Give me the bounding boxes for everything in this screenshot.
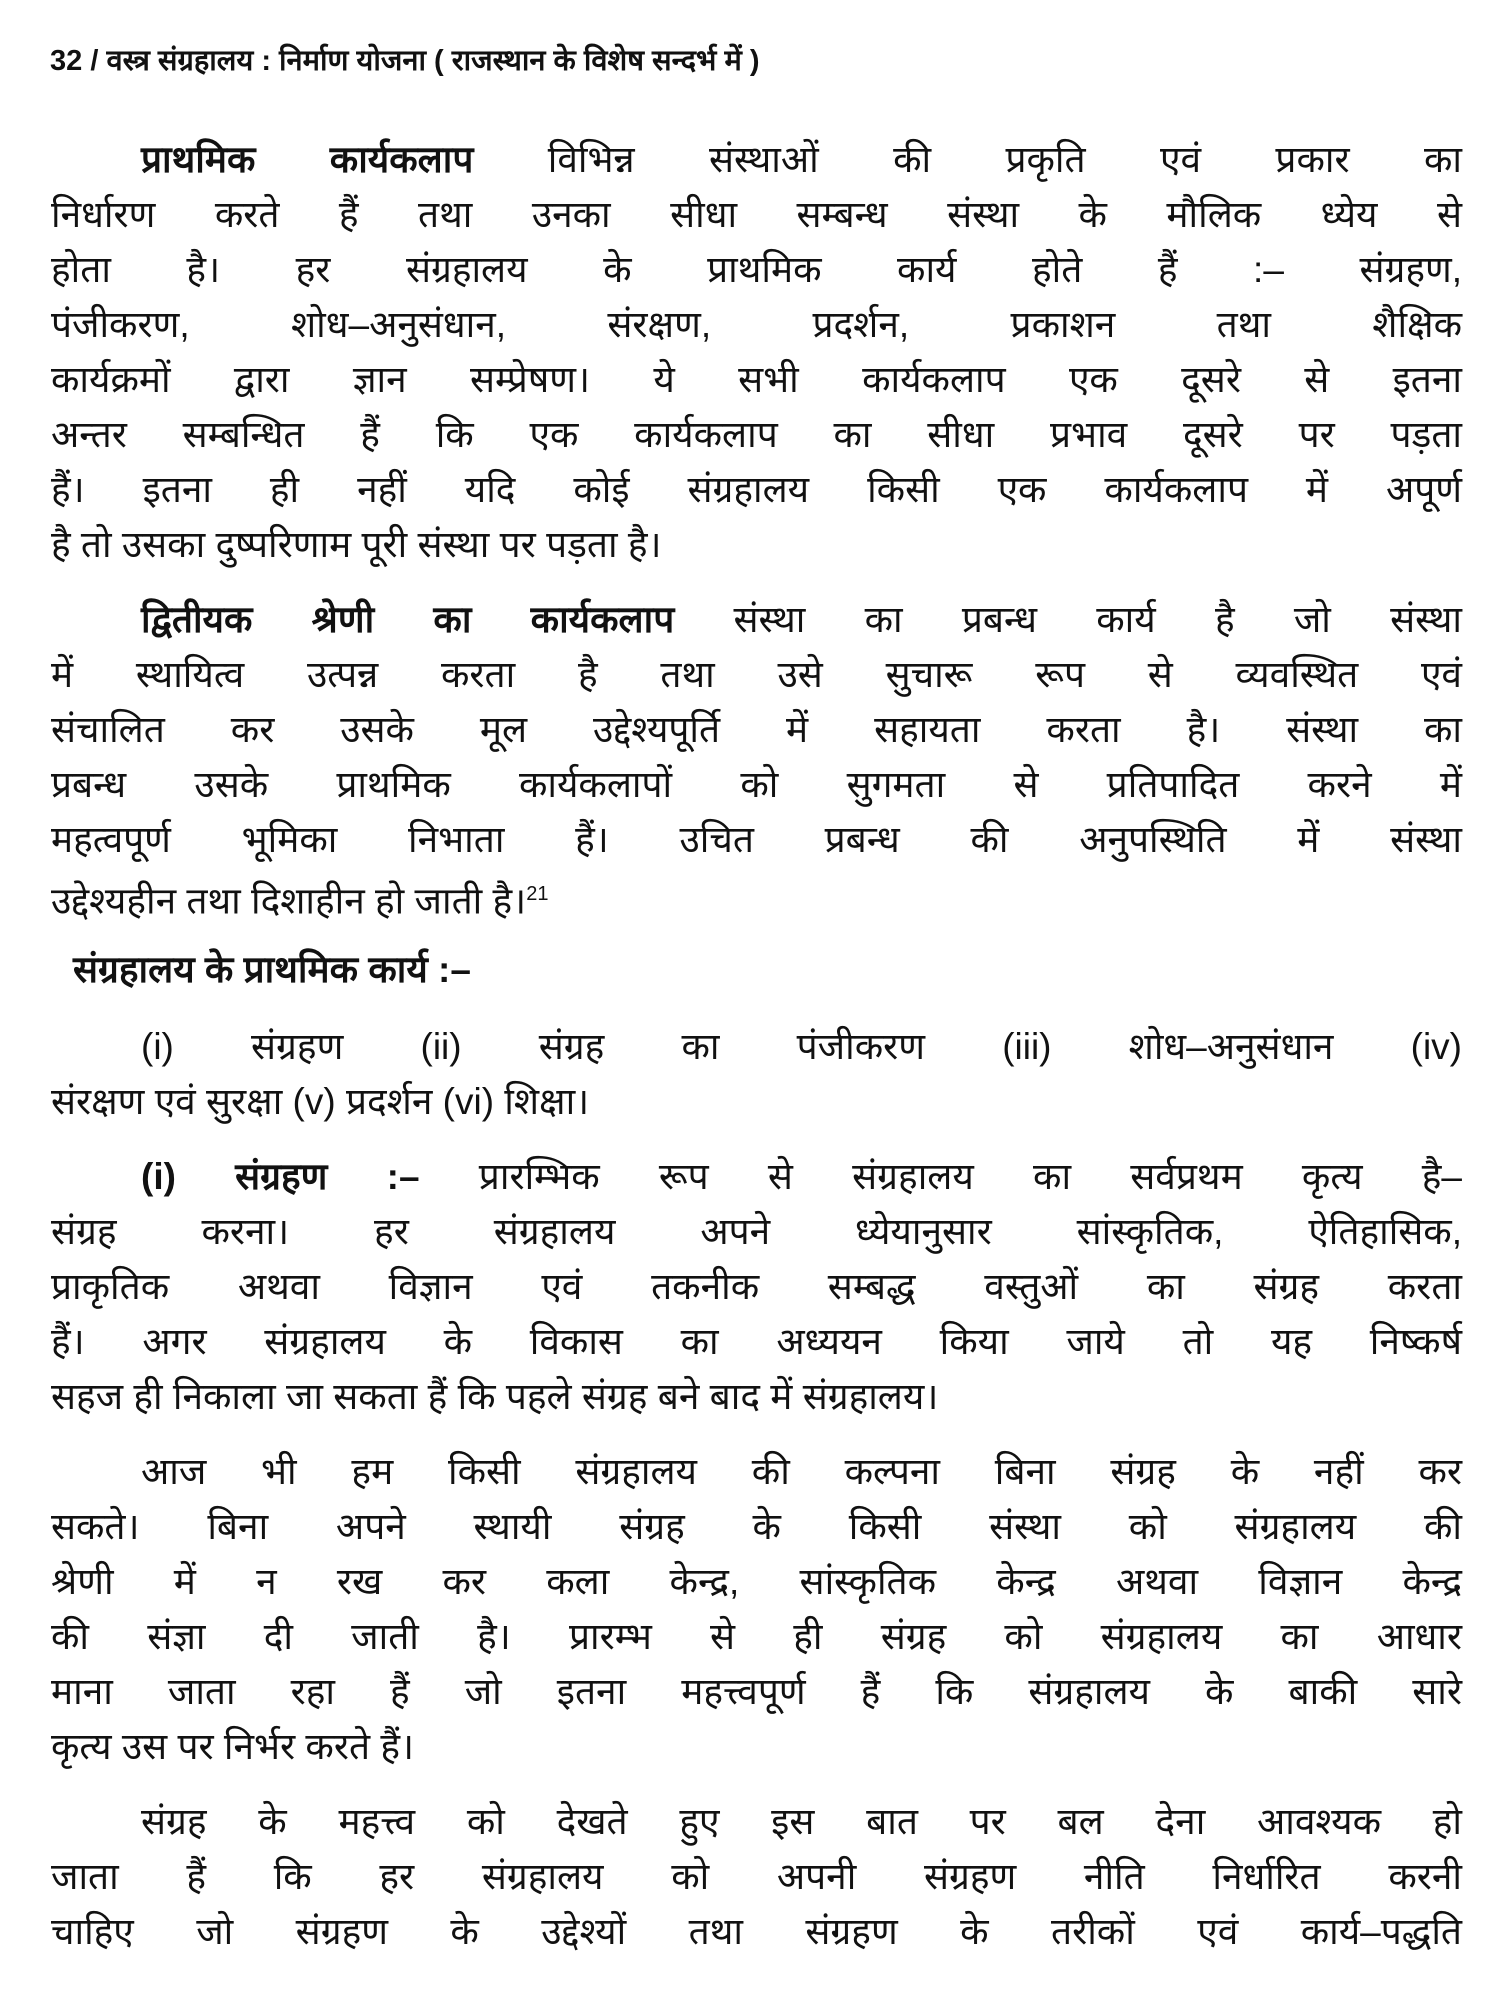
line-text: प्रारम्भिक रूप से संग्रहालय का सर्वप्रथम कृत्य है– [419, 1156, 1462, 1197]
text-line: चाहिए जो संग्रहण के उद्देश्यों तथा संग्रहण के तरीकों एवं कार्य–पद्धति [51, 1911, 1462, 1952]
text-line [51, 132, 1462, 187]
text-line: हैं। इतना ही नहीं यदि कोई संग्रहालय किसी एक कार्यकलाप में अपूर्ण [51, 469, 1462, 510]
paragraph-primary-activities [51, 132, 1462, 572]
text-line: सहज ही निकाला जा सकता हैं कि पहले संग्रह बने बाद में संग्रहालय। [51, 1376, 939, 1417]
text-line: निर्धारण करते हैं तथा उनका सीधा सम्बन्ध संस्था के मौलिक ध्येय से [51, 194, 1462, 235]
paragraph-collection [51, 1149, 1462, 1424]
text-line: संरक्षण एवं सुरक्षा (v) प्रदर्शन (vi) शिक्षा। [51, 1081, 590, 1122]
paragraph-collection-policy [51, 1794, 1462, 1959]
text-line: प्रबन्ध उसके प्राथमिक कार्यकलापों को सुगमता से प्रतिपादित करने में [51, 764, 1462, 805]
text-line: अन्तर सम्बन्धित हैं कि एक कार्यकलाप का सीधा प्रभाव दूसरे पर पड़ता [51, 414, 1462, 455]
text-line: संचालित कर उसके मूल उद्देश्यपूर्ति में सहायता करता है। संस्था का [51, 709, 1462, 750]
text-line: प्राकृतिक अथवा विज्ञान एवं तकनीक सम्बद्ध वस्तुओं का संग्रह करता [51, 1266, 1462, 1307]
text-line: है तो उसका दुष्परिणाम पूरी संस्था पर पड़ता है। [51, 524, 662, 565]
bold-term: द्वितीयक श्रेणी का कार्यकलाप [141, 599, 675, 640]
line-text: विभिन्न संस्थाओं की प्रकृति एवं प्रकार का [473, 139, 1462, 180]
bold-term: (i) संग्रहण :– [141, 1156, 420, 1197]
running-title: / वस्त्र संग्रहालय : निर्माण योजना ( राजस्थान के विशेष सन्दर्भ में ) [90, 45, 760, 77]
bold-term: प्राथमिक कार्यकलाप [141, 139, 474, 180]
section-heading: संग्रहालय के प्राथमिक कार्य :– [73, 949, 471, 990]
text-line: जाता हैं कि हर संग्रहालय को अपनी संग्रहण नीति निर्धारित करनी [51, 1856, 1462, 1897]
text-line: संग्रह के महत्त्व को देखते हुए इस बात पर बल देना आवश्यक हो [141, 1801, 1462, 1842]
text-line: पंजीकरण, शोध–अनुसंधान, संरक्षण, प्रदर्शन, प्रकाशन तथा शैक्षिक [51, 304, 1462, 345]
text-line: सकते। बिना अपने स्थायी संग्रह के किसी संस्था को संग्रहालय की [51, 1506, 1462, 1547]
functions-list [51, 1019, 1462, 1129]
text-line: माना जाता रहा हैं जो इतना महत्त्वपूर्ण हैं कि संग्रहालय के बाकी सारे [51, 1671, 1462, 1712]
text-line: संग्रह करना। हर संग्रहालय अपने ध्येयानुसार सांस्कृतिक, ऐतिहासिक, [51, 1211, 1462, 1252]
text-line: हैं। अगर संग्रहालय के विकास का अध्ययन किया जाये तो यह निष्कर्ष [51, 1321, 1462, 1362]
text-line: कृत्य उस पर निर्भर करते हैं। [51, 1726, 415, 1767]
text-line: होता है। हर संग्रहालय के प्राथमिक कार्य होते हैं :– संग्रहण, [51, 249, 1462, 290]
paragraph-secondary-activities [51, 592, 1462, 922]
text-line [51, 867, 1462, 922]
text-line [51, 592, 1462, 647]
text-line: में स्थायित्व उत्पन्न करता है तथा उसे सुचारू रूप से व्यवस्थित एवं [51, 654, 1462, 695]
text-line [51, 1149, 1462, 1204]
text-line: महत्वपूर्ण भूमिका निभाता हैं। उचित प्रबन्ध की अनुपस्थिति में संस्था [51, 819, 1462, 860]
line-text: उद्देश्यहीन तथा दिशाहीन हो जाती है। [51, 880, 527, 922]
running-header [50, 40, 760, 79]
line-text: संस्था का प्रबन्ध कार्य है जो संस्था [674, 599, 1462, 640]
text-line: श्रेणी में न रख कर कला केन्द्र, सांस्कृतिक केन्द्र अथवा विज्ञान केन्द्र [51, 1561, 1462, 1602]
footnote-ref: 21 [526, 883, 549, 905]
page-body [51, 132, 1462, 1979]
text-line: की संज्ञा दी जाती है। प्रारम्भ से ही संग्रह को संग्रहालय का आधार [51, 1616, 1462, 1657]
text-line: कार्यक्रमों द्वारा ज्ञान सम्प्रेषण। ये सभी कार्यकलाप एक दूसरे से इतना [51, 359, 1462, 400]
text-line: आज भी हम किसी संग्रहालय की कल्पना बिना संग्रह के नहीं कर [141, 1451, 1462, 1492]
paragraph-today [51, 1444, 1462, 1774]
text-line: (i) संग्रहण (ii) संग्रह का पंजीकरण (iii) शोध–अनुसंधान (iv) [141, 1026, 1462, 1067]
page-number: 32 [50, 45, 83, 77]
